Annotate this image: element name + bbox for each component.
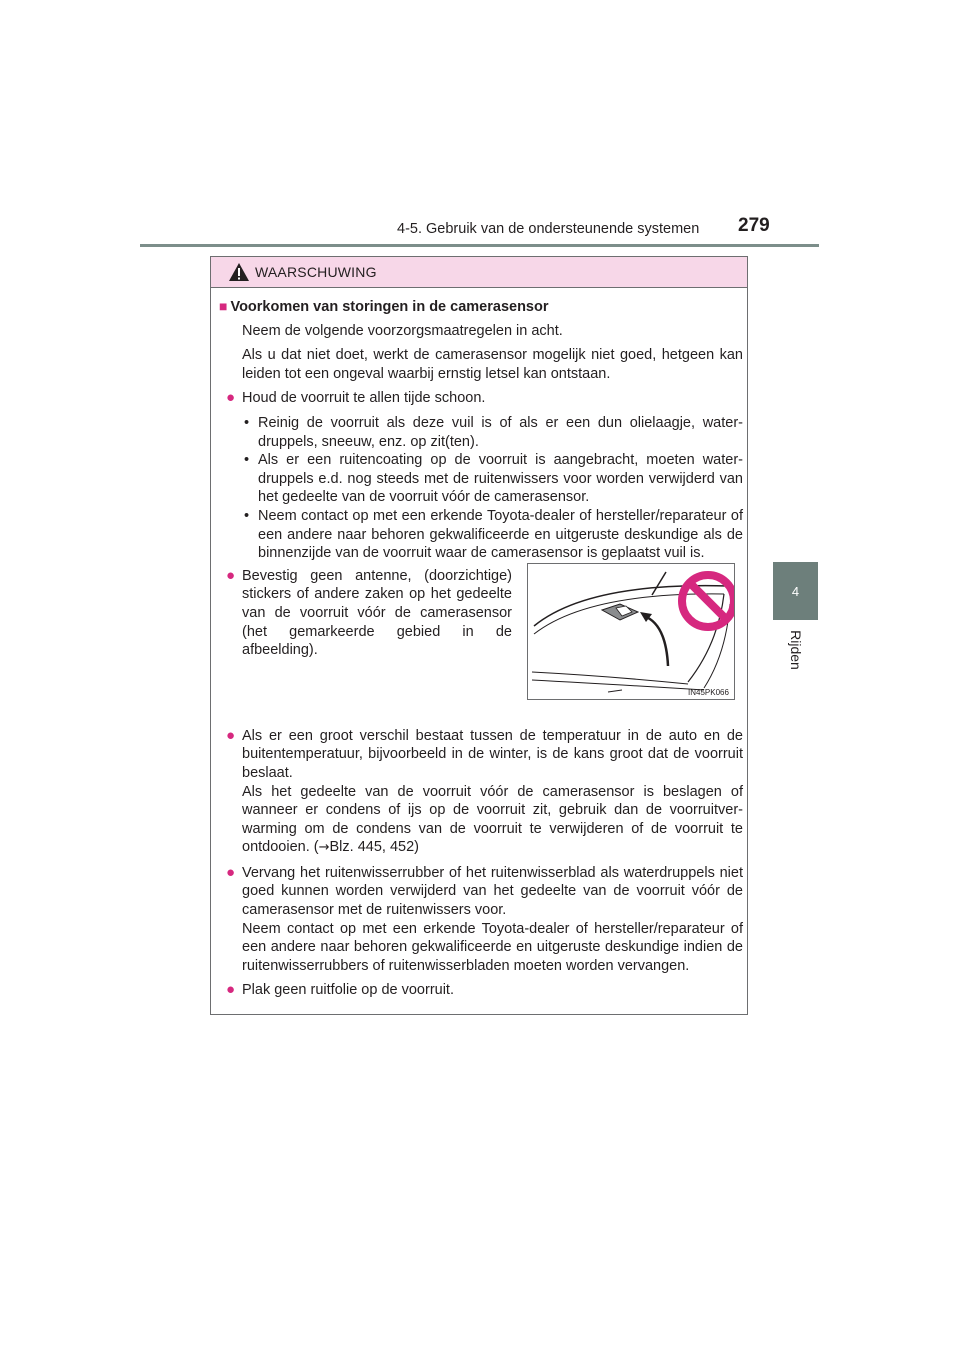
list-item [215,567,512,660]
sub-list-item [215,451,743,507]
sub-item-text: Als er een ruitencoating op de voorruit is aangebracht, moeten waterdruppels e.d. nog steeds met de ruitenwissers voor worden verwijderd van het gedeelte van de voorruit vóór de camerasensor. [258,452,743,506]
warning-header [211,257,747,288]
square-bullet-icon: ■ [219,298,228,314]
list-item [215,389,743,408]
circle-bullet-icon: ● [226,863,236,881]
page-reference-arrow: → [318,840,330,856]
dot-bullet-icon: • [244,414,250,431]
list-item-text: Vervang het ruitenwisserrubber of het ruitenwisserblad als waterdruppels niet goed kunnen worden verwijderd van het gedeelte van de voorruit vóór de camerasensor met de ruitenwissers voor. [242,864,743,919]
sub-item-text: Reinig de voorruit als deze vuil is of als er een dun olielaagje, waterdruppels, sneeuw, enz. op zit(ten). [258,414,743,450]
warning-content [215,297,743,1000]
warning-title: WAARSCHUWING [255,264,377,280]
chapter-label-container [773,625,818,675]
page-reference: Blz. 445, 452) [329,839,419,856]
page-number: 279 [738,215,770,236]
dot-bullet-icon: • [244,507,250,524]
chapter-label: Rijden [787,630,804,670]
figure-code: IN45PK066 [688,687,729,697]
warning-triangle-icon [228,262,250,282]
circle-bullet-icon: ● [226,389,236,407]
section-title: 4-5. Gebruik van de ondersteunende systemen [397,221,700,237]
circle-bullet-icon: ● [226,726,236,744]
list-item [215,727,743,858]
list-item-text-2-body: Als het gedeelte van de voorruit vóór de camerasensor is beslagen of wanneer er condens of ijs op de voorruit zit, gebruik dan de voorruitverwarming om de condens van de voorruit te verwijderen of de voorruit te ontdooien. ( [242,783,743,856]
list-item-text-2 [242,783,743,858]
warning-heading: Voorkomen van storingen in de camerasensor [230,299,549,315]
list-item-text: Bevestig geen antenne, (doorzichtige) stickers of andere zaken op het gedeelte van de voorruit vóór de camerasensor (het gemarkeerde gebied in de afbeelding). [242,567,512,659]
intro-text-2: Als u dat niet doet, werkt de camerasensor mogelijk niet goed, hetgeen kan leiden tot een ongeval waarbij ernstig letsel kan ontstaan. [242,347,743,382]
circle-bullet-icon: ● [226,566,236,584]
chapter-number: 4 [791,583,800,599]
warning-box [210,256,748,1015]
sub-list-item [215,414,743,451]
list-item-text: Houd de voorruit te allen tijde schoon. [242,390,486,407]
windshield-sensor-drawing [528,564,734,699]
list-item-text: Als er een groot verschil bestaat tussen de temperatuur in de auto en de buitentemperatuur, bijvoorbeeld in de winter, is de kans groot dat de voorruit beslaat. [242,727,743,781]
dot-bullet-icon: • [244,452,250,469]
circle-bullet-icon: ● [226,981,236,999]
windshield-illustration [527,563,735,700]
warning-heading-row [219,297,743,317]
list-item-text: Plak geen ruitfolie op de voorruit. [242,982,454,999]
header-rule [140,244,819,247]
list-item [215,981,743,1000]
list-item-text-2: Neem contact op met een erkende Toyota-dealer of hersteller/reparateur of een andere naar behoren gekwalificeerde en uitgeruste deskundige indien de ruitenwisserrubbers of ruitenwisserbladen moeten worden vervangen. [242,920,743,974]
figure-row [215,567,743,719]
intro-text-1: Neem de volgende voorzorgsmaatregelen in acht. [242,322,563,339]
sub-list-item [215,507,743,563]
list-item [215,864,743,976]
chapter-tab [773,562,818,620]
sub-item-text: Neem contact op met een erkende Toyota-dealer of hersteller/reparateur of een andere naar behoren gekwalificeerde en uitgeruste deskundige als de binnenzijde van de voorruit waar de camerasensor is geplaatst vuil is. [258,507,743,562]
